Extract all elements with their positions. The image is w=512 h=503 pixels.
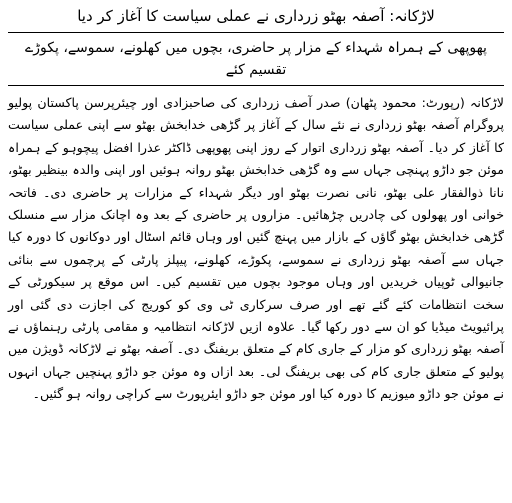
subheadline-line: پھوپھی کے ہمراہ شہداء کے مزار پر حاضری، بچوں میں کھلونے، سموسے، پکوڑے تقسیم کئے xyxy=(25,40,487,78)
headline: لاڑکانہ: آصفہ بھٹو زرداری نے عملی سیاست کا آغاز کر دیا xyxy=(8,4,504,33)
subheadline xyxy=(8,33,504,86)
article-paragraph: لاڑکانہ (رپورٹ: محمود پٹھان) صدر آصف زرداری کی صاحبزادی اور چیئرپرسن پاکستان پولیو پروگرام آصفہ بھٹو زرداری نے نئے سال کے آغاز پر گڑھی خدابخش بھٹو سے اپنی عملی سیاست کا آغاز کر دیا۔ آصفہ بھٹو زرداری اتوار کے روز اپنی پھوپھی ڈاکٹر عذرا افضل پیچوہو کے ہمراہ موئن جو داڑو پہنچی جہاں سے وہ گڑھی خدابخش بھٹو روانہ ہوئیں اور اپنی والدہ بینظیر بھٹو، نانا ذوالفقار علی بھٹو، نانی نصرت بھٹو اور دیگر شہداء کے مزارات پر حاضری دی۔ فاتحہ خوانی اور پھولوں کی چادریں چڑھائیں۔ مزاروں پر حاضری کے بعد وہ اچانک مزار سے منسلک گڑھی خدابخش بھٹو گاؤں کے بازار میں پہنچ گئیں اور وہاں قائم اسٹال اور دوکانوں کا دورہ کیا جہاں سے آصفہ بھٹو زرداری نے سموسے، پکوڑے، کھلونے، پیپلز پارٹی کے پرچموں سے بنائی جانیوالی ٹوپیاں خریدیں اور وہاں موجود بچوں میں تقسیم کیں۔ اس موقع پر سیکورٹی کے سخت انتظامات کئے گئے تھے اور صرف سرکاری ٹی وی کو کوریج کی اجازت دی گئی اور پرائیویٹ میڈیا کو ان سے دور رکھا گیا۔ علاوہ ازیں لاڑکانہ انتظامیہ و مقامی پارٹی رہنماؤں نے آصفہ بھٹو زرداری کو مزار کے جاری کام کے متعلق بریفنگ دی۔ آصفہ بھٹو نے لاڑکانہ ڈویژن میں پولیو کے متعلق جاری کام کی بھی بریفنگ لی۔ بعد ازاں وہ موئن جو داڑو پہنچیں جہاں انہوں نے موئن جو داڑو میوزیم کا دورہ کیا اور موئن جو داڑو ایئرپورٹ سے کراچی روانہ ہو گئیں۔ xyxy=(8,95,504,402)
article-body xyxy=(6,86,506,406)
